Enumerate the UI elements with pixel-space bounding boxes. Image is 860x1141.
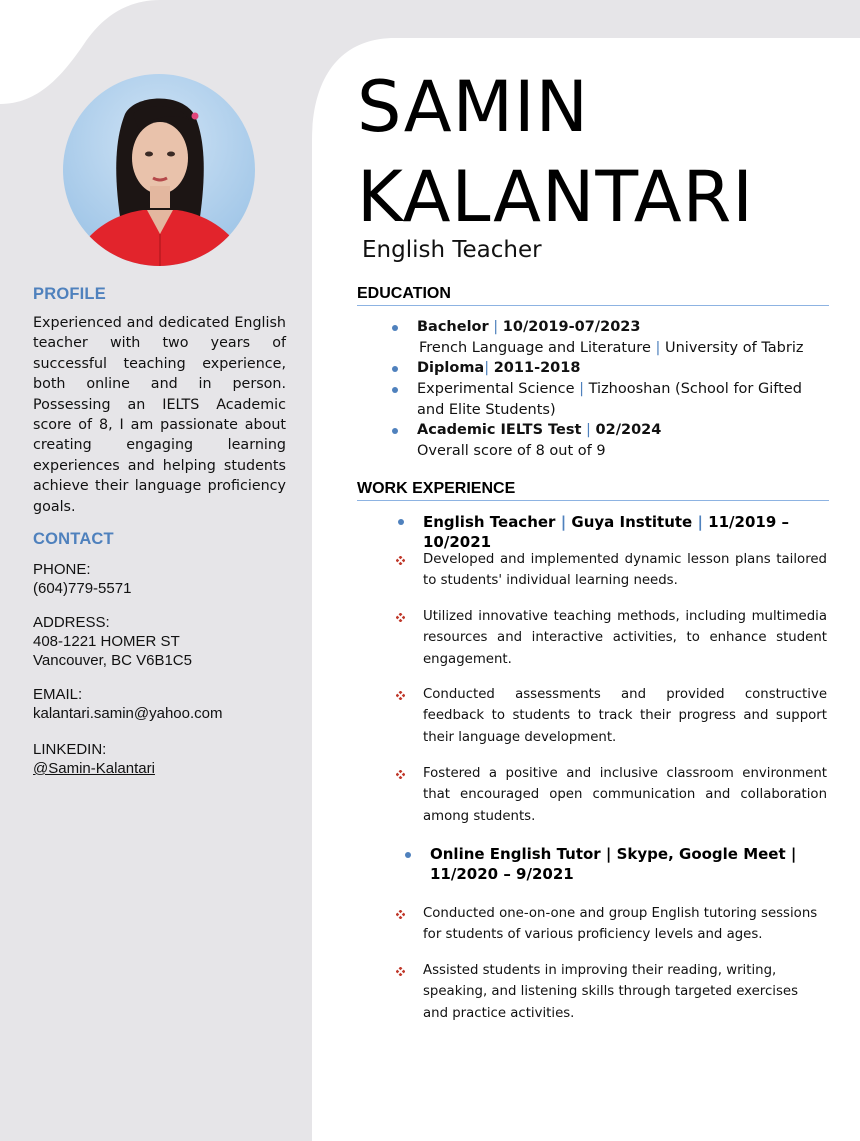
profile-heading: PROFILE [33,285,106,303]
education-item-bachelor [417,317,837,358]
linkedin-link[interactable]: @Samin-Kalantari [33,760,155,777]
bullet-icon [392,428,398,434]
job-separator: | [697,513,703,531]
diamond-bullet-icon [396,613,405,622]
bullet-icon [392,366,398,372]
job-heading-english-teacher [423,512,860,552]
linkedin-label: LINKEDIN: [33,741,107,758]
address-line1: 408-1221 HOMER ST [33,633,180,650]
profile-photo [63,74,255,266]
edu-detail: Overall score of 8 out of 9 [417,442,606,459]
email-label: EMAIL: [33,686,83,703]
phone-label: PHONE: [33,561,91,578]
job-heading-online-tutor [430,844,796,884]
task-item: Conducted one-on-one and group English tutoring sessions for students of various proficiency levels and ages. [423,906,818,943]
edu-title: Diploma [417,360,485,376]
name-last: KALANTARI [357,156,754,238]
edu-separator: | [655,339,661,356]
task-item: Developed and implemented dynamic lesson plans tailored to students' individual learning needs. [423,552,827,589]
edu-separator: | [493,319,499,335]
diamond-bullet-icon [396,967,405,976]
profile-text: Experienced and dedicated English teacher with two years of successful teaching experience, both online and in person. Possessing an IELTS Academic score of 8, I am passionate about creating engaging learning experiences and helping students achieve their language proficiency goals. [33,315,286,515]
edu-institution: University of Tabriz [664,339,804,356]
bullet-icon [398,519,404,525]
edu-separator: | [586,422,591,438]
bullet-icon [392,387,398,393]
task-item: Fostered a positive and inclusive classroom environment that encouraged open communication and collaboration among students. [423,766,827,824]
job-role: English Teacher [423,513,556,531]
edu-date: 02/2024 [595,422,662,438]
edu-date: 2011-2018 [493,360,581,376]
email-block [33,685,293,723]
phone-value: (604)779-5571 [33,580,132,597]
job-separator: | [560,513,567,531]
edu-detail: French Language and Literature [419,339,651,356]
edu-institution: Tizhooshan (School for Gifted and Elite Students) [417,381,802,418]
diamond-bullet-icon [396,691,405,700]
email-value[interactable]: kalantari.samin@yahoo.com [33,705,223,722]
edu-title: Academic IELTS Test [417,422,582,438]
task-item: Conducted assessments and provided constructive feedback to students to track their progress and support their language development. [423,687,827,745]
edu-date: 10/2019-07/2023 [502,319,641,335]
address-line2: Vancouver, BC V6B1C5 [33,652,192,669]
job-heading-line1: Online English Tutor | Skype, Google Meet | [430,845,797,863]
job-org: Guya Institute [571,513,693,531]
edu-separator: | [579,381,585,397]
name-first: SAMIN [357,66,590,148]
work-heading: WORK EXPERIENCE [357,480,829,501]
diamond-bullet-icon [396,770,405,779]
phone-block [33,560,293,598]
education-item-diploma-detail [417,379,817,420]
address-label: ADDRESS: [33,614,110,631]
task-item: Assisted students in improving their reading, writing, speaking, and listening skills through targeted exercises and practice activities. [423,963,799,1021]
edu-title: Bachelor [417,319,489,335]
education-item-diploma [417,358,837,379]
task-item: Utilized innovative teaching methods, including multimedia resources and interactive activities, to enhance student engagement. [423,609,827,667]
edu-separator: | [484,360,490,376]
bullet-icon [392,325,398,331]
address-block [33,613,293,670]
job-dates: 11/2019 – 10/2021 [423,513,789,551]
contact-heading: CONTACT [33,530,114,548]
job-heading-line2: 11/2020 – 9/2021 [430,865,574,883]
edu-detail: Experimental Science [417,381,575,397]
education-heading: EDUCATION [357,285,829,306]
diamond-bullet-icon [396,910,405,919]
education-item-ielts [417,420,837,461]
bullet-icon [405,852,411,858]
job-title: English Teacher [362,237,542,263]
linkedin-block [33,740,293,778]
diamond-bullet-icon [396,556,405,565]
